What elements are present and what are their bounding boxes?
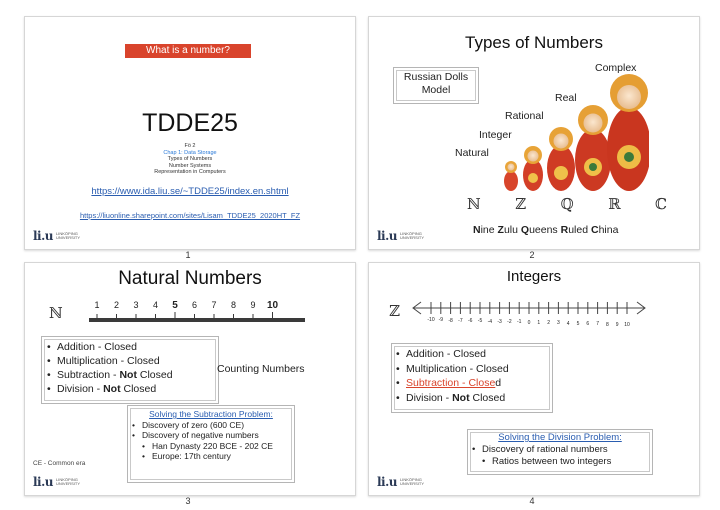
division-solution-title[interactable]: Solving the Division Problem: [498, 432, 622, 443]
common-era-note: CE - Common era [33, 460, 86, 467]
operations-box [41, 336, 219, 404]
number-line-svg [409, 299, 649, 317]
mnemonic: Nine Zulu Queens Ruled China [473, 224, 619, 236]
number-line-label: 7 [596, 321, 599, 328]
slide-3[interactable] [24, 262, 356, 496]
slide-1[interactable] [24, 16, 356, 250]
liu-logo: li.u LINKÖPING UNIVERSITY [33, 475, 81, 489]
operations-list [47, 340, 213, 396]
integer-number-line [409, 299, 649, 329]
slide-title: Types of Numbers [465, 33, 603, 52]
lecture-number: Fö 2 [184, 143, 196, 149]
topic-3: Representation in Computers [154, 169, 226, 175]
number-line-label: -2 [507, 319, 512, 325]
slide-title: Natural Numbers [118, 268, 262, 289]
ruler-label: 10 [266, 300, 279, 311]
topic-1: Types of Numbers [167, 156, 213, 162]
number-line-label: -8 [448, 317, 453, 324]
solution-han-dynasty: • Han Dynasty 220 BCE - 202 CE [142, 441, 290, 452]
liu-logo: li.u LINKÖPING UNIVERSITY [33, 229, 81, 243]
op-addition: • Addition - Closed [396, 347, 548, 362]
naturals-symbol: ℕ [49, 304, 63, 322]
doll-rational [547, 127, 575, 191]
doll-real [575, 105, 611, 191]
ruler-labels [89, 300, 311, 312]
ruler-label: 7 [211, 300, 217, 310]
page-number-2: 2 [529, 250, 535, 260]
number-line-label: -1 [516, 319, 522, 326]
op-division: • Division - Not Closed [396, 391, 548, 406]
solution-europe: • Europe: 17th century [142, 451, 290, 462]
slide-2[interactable] [368, 16, 700, 250]
slide-title: Integers [506, 268, 562, 285]
number-line-label: 6 [586, 321, 590, 327]
liu-logo: li.u LINKÖPING UNIVERSITY [377, 229, 425, 243]
ruler-label: 8 [230, 300, 237, 310]
number-ruler [89, 300, 311, 326]
russian-dolls-image [469, 57, 649, 197]
op-multiplication: • Multiplication - Closed [396, 362, 548, 377]
question-badge: What is a number? [125, 44, 251, 58]
op-addition: • Addition - Closed [47, 340, 213, 354]
subtraction-solution-title[interactable]: Solving the Subtraction Problem: [149, 409, 273, 419]
label-complex: Complex [595, 62, 637, 74]
number-line-label: 3 [557, 320, 560, 327]
number-line-label: 5 [576, 320, 580, 327]
number-line-label: -6 [467, 318, 473, 324]
number-line-label: -7 [458, 317, 463, 324]
page-number-4: 4 [529, 496, 535, 506]
ruler-svg [89, 312, 311, 326]
number-line-label: 1 [537, 319, 541, 326]
number-line-label: -10 [427, 317, 435, 323]
counting-numbers-label: Counting Numbers [217, 363, 305, 375]
solution-rationals: • Discovery of rational numbers [472, 444, 648, 456]
page-number-1: 1 [185, 250, 191, 260]
ruler-label: 9 [250, 300, 256, 310]
slide-4[interactable] [368, 262, 700, 496]
course-title: TDDE25 [142, 109, 238, 137]
number-line-label: 2 [547, 320, 550, 326]
solution-negatives: • Discovery of negative numbers [132, 430, 290, 441]
symbol-integers: ℤ [515, 195, 527, 213]
number-line-label: -5 [477, 318, 483, 325]
doll-complex [607, 74, 649, 191]
subtraction-solution-box [127, 405, 295, 483]
integer-operations-box [391, 343, 553, 413]
ruler-label: 5 [172, 300, 178, 311]
solution-ratios: • Ratios between two integers [482, 456, 648, 468]
symbol-complex: ℂ [655, 195, 667, 213]
op-subtraction: • Subtraction - Not Closed [47, 368, 213, 382]
number-line-label: -4 [487, 318, 493, 325]
symbol-rationals: ℚ [560, 195, 574, 213]
ruler-label: 6 [191, 300, 198, 310]
division-solution-box [467, 429, 653, 475]
doll-natural [504, 161, 518, 191]
subtraction-highlight: Subtraction - Close [406, 377, 496, 389]
symbol-naturals: ℕ [467, 195, 481, 213]
number-set-symbols [467, 195, 667, 213]
ruler-label: 1 [94, 300, 100, 310]
ruler-label: 2 [113, 300, 120, 310]
russian-dolls-box: Russian Dolls Model [393, 67, 479, 104]
label-natural: Natural [455, 147, 489, 159]
number-line-label: 0 [527, 319, 531, 326]
op-subtraction: • Subtraction - Closed [396, 376, 548, 391]
label-integer: Integer [479, 129, 512, 141]
solution-zero: • Discovery of zero (600 CE) [132, 420, 290, 431]
topic-2: Number Systems [168, 162, 212, 169]
course-url-link[interactable]: https://www.ida.liu.se/~TDDE25/index.en.shtml [91, 186, 289, 197]
op-multiplication: • Multiplication - Closed [47, 354, 213, 368]
op-division: • Division - Not Closed [47, 382, 213, 396]
number-line-label: 4 [566, 320, 570, 327]
number-line-label: -3 [497, 318, 502, 325]
number-line-labels [409, 317, 649, 327]
ruler-label: 3 [133, 300, 139, 310]
label-real: Real [555, 92, 577, 104]
integers-symbol: ℤ [389, 302, 400, 320]
label-rational: Rational [505, 110, 544, 122]
doll-integer [523, 146, 543, 191]
number-line-label: 10 [624, 322, 630, 328]
ruler-label: 4 [152, 300, 159, 310]
lecture-topics [25, 143, 355, 176]
number-line-label: -9 [438, 317, 444, 324]
number-line-label: 9 [615, 321, 619, 328]
lisam-url-link[interactable]: https://liuonline.sharepoint.com/sites/Lisam_TDDE25_2020HT_FZ [79, 211, 301, 220]
number-line-label: 8 [606, 321, 609, 328]
symbol-reals: ℝ [608, 195, 621, 213]
liu-logo: li.u LINKÖPING UNIVERSITY [377, 475, 425, 489]
chapter-label: Chap 1: Data Storage [163, 149, 217, 156]
page-number-3: 3 [185, 496, 191, 506]
